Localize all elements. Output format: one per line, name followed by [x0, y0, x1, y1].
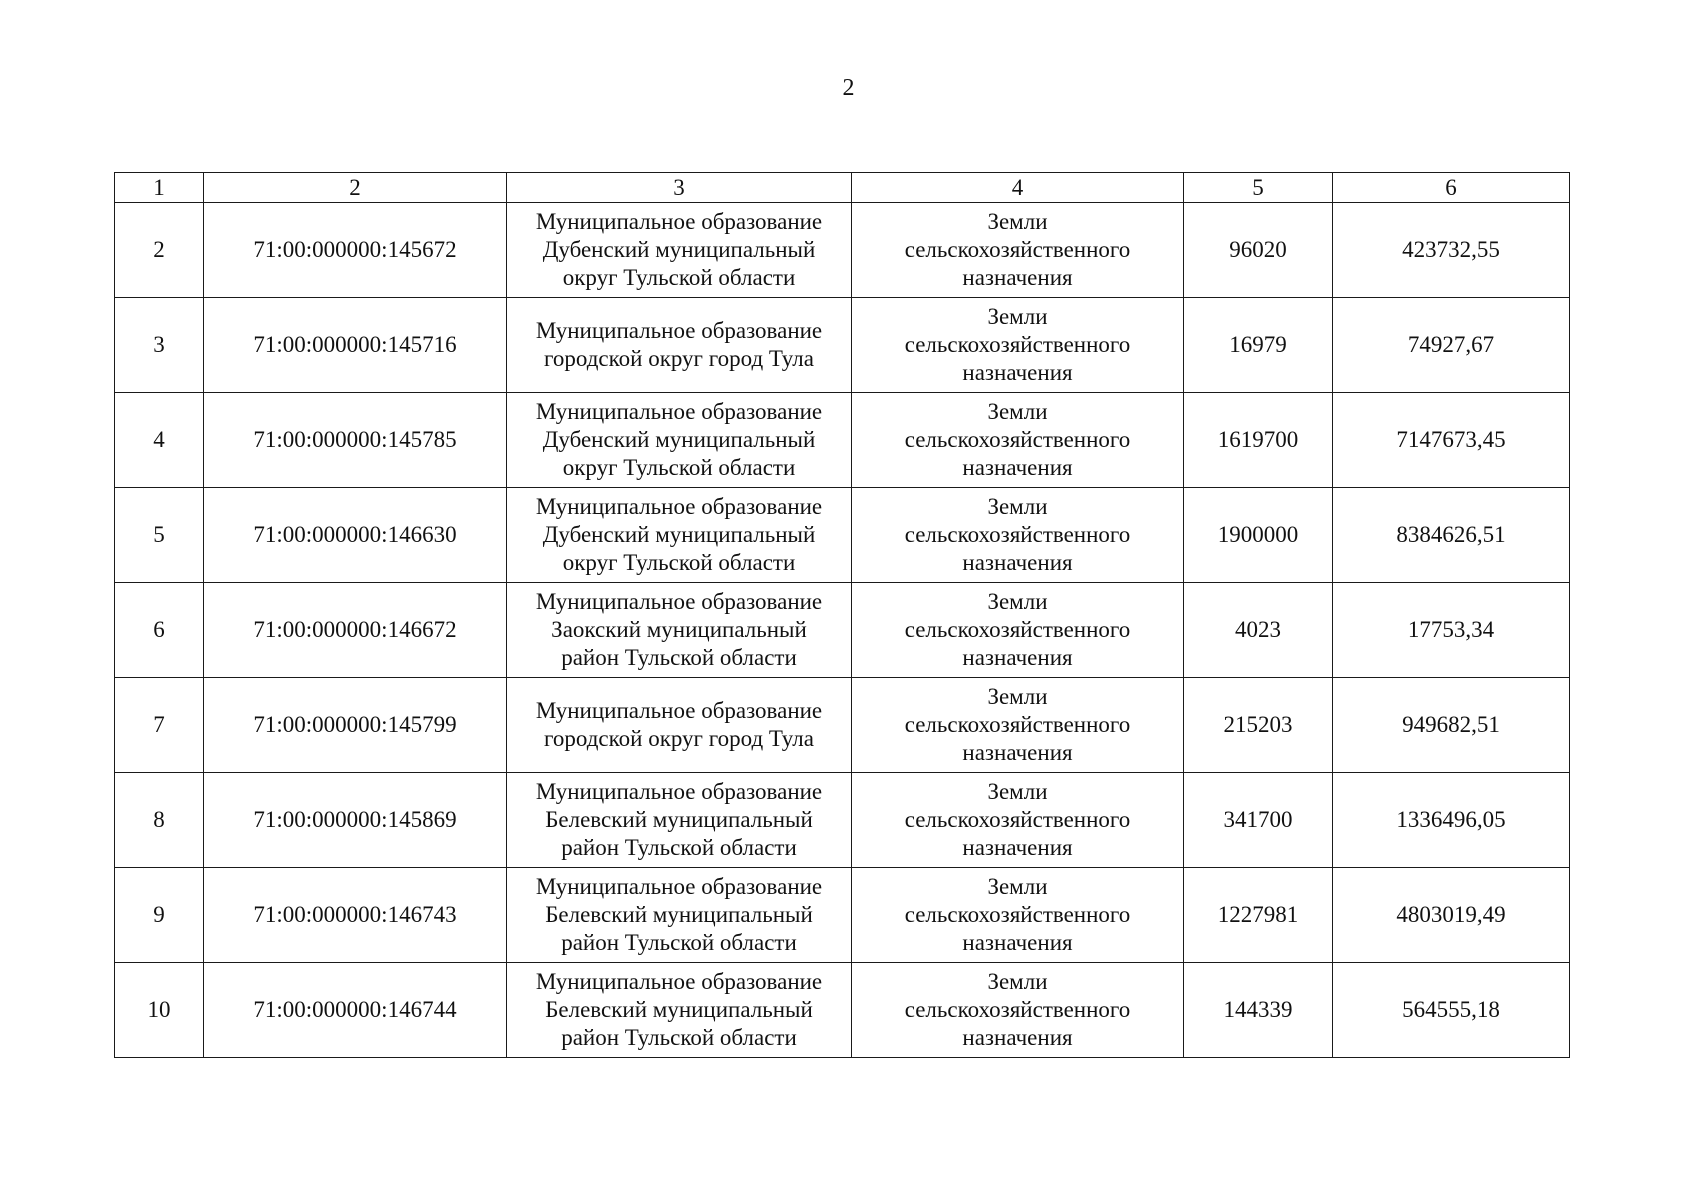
table-row	[115, 678, 1570, 773]
land-category-cell: Земли сельскохозяйственного назначения	[852, 298, 1184, 393]
land-category-cell: Земли сельскохозяйственного назначения	[852, 963, 1184, 1058]
municipality-cell: Муниципальное образование Дубенский муниципальный округ Тульской области	[507, 203, 852, 298]
area-cell: 215203	[1184, 678, 1333, 773]
value-cell: 4803019,49	[1333, 868, 1570, 963]
municipality-cell: Муниципальное образование Дубенский муниципальный округ Тульской области	[507, 488, 852, 583]
land-category-cell: Земли сельскохозяйственного назначения	[852, 583, 1184, 678]
row-number-cell: 8	[115, 773, 204, 868]
area-cell: 1619700	[1184, 393, 1333, 488]
cadastral-number-cell: 71:00:000000:145785	[204, 393, 507, 488]
table-row	[115, 203, 1570, 298]
area-cell: 96020	[1184, 203, 1333, 298]
table-row	[115, 393, 1570, 488]
cadastral-number-cell: 71:00:000000:146743	[204, 868, 507, 963]
value-cell: 7147673,45	[1333, 393, 1570, 488]
land-category-cell: Земли сельскохозяйственного назначения	[852, 868, 1184, 963]
municipality-cell: Муниципальное образование городской округ город Тула	[507, 678, 852, 773]
area-cell: 4023	[1184, 583, 1333, 678]
municipality-cell: Муниципальное образование Белевский муниципальный район Тульской области	[507, 773, 852, 868]
land-category-cell: Земли сельскохозяйственного назначения	[852, 773, 1184, 868]
area-cell: 144339	[1184, 963, 1333, 1058]
area-cell: 1227981	[1184, 868, 1333, 963]
value-cell: 8384626,51	[1333, 488, 1570, 583]
page-number: 2	[842, 75, 855, 101]
column-number-row	[115, 173, 1570, 203]
area-cell: 341700	[1184, 773, 1333, 868]
municipality-cell: Муниципальное образование Заокский муниципальный район Тульской области	[507, 583, 852, 678]
table-row	[115, 773, 1570, 868]
column-header: 3	[507, 173, 852, 203]
cadastral-number-cell: 71:00:000000:145799	[204, 678, 507, 773]
row-number-cell: 3	[115, 298, 204, 393]
value-cell: 564555,18	[1333, 963, 1570, 1058]
column-header: 2	[204, 173, 507, 203]
area-cell: 1900000	[1184, 488, 1333, 583]
table-row	[115, 868, 1570, 963]
land-category-cell: Земли сельскохозяйственного назначения	[852, 488, 1184, 583]
cadastral-number-cell: 71:00:000000:145869	[204, 773, 507, 868]
municipality-cell: Муниципальное образование Белевский муниципальный район Тульской области	[507, 868, 852, 963]
municipality-cell: Муниципальное образование Дубенский муниципальный округ Тульской области	[507, 393, 852, 488]
table-row	[115, 488, 1570, 583]
row-number-cell: 6	[115, 583, 204, 678]
column-header: 6	[1333, 173, 1570, 203]
row-number-cell: 9	[115, 868, 204, 963]
value-cell: 1336496,05	[1333, 773, 1570, 868]
row-number-cell: 4	[115, 393, 204, 488]
table-row	[115, 583, 1570, 678]
row-number-cell: 5	[115, 488, 204, 583]
area-cell: 16979	[1184, 298, 1333, 393]
value-cell: 74927,67	[1333, 298, 1570, 393]
municipality-cell: Муниципальное образование городской округ город Тула	[507, 298, 852, 393]
land-registry-table	[114, 172, 1570, 1058]
value-cell: 423732,55	[1333, 203, 1570, 298]
land-category-cell: Земли сельскохозяйственного назначения	[852, 678, 1184, 773]
column-header: 1	[115, 173, 204, 203]
cadastral-number-cell: 71:00:000000:146630	[204, 488, 507, 583]
table-row	[115, 963, 1570, 1058]
land-category-cell: Земли сельскохозяйственного назначения	[852, 203, 1184, 298]
value-cell: 949682,51	[1333, 678, 1570, 773]
row-number-cell: 7	[115, 678, 204, 773]
cadastral-number-cell: 71:00:000000:146744	[204, 963, 507, 1058]
row-number-cell: 2	[115, 203, 204, 298]
value-cell: 17753,34	[1333, 583, 1570, 678]
row-number-cell: 10	[115, 963, 204, 1058]
land-category-cell: Земли сельскохозяйственного назначения	[852, 393, 1184, 488]
table-row	[115, 298, 1570, 393]
column-header: 5	[1184, 173, 1333, 203]
municipality-cell: Муниципальное образование Белевский муниципальный район Тульской области	[507, 963, 852, 1058]
cadastral-number-cell: 71:00:000000:146672	[204, 583, 507, 678]
cadastral-number-cell: 71:00:000000:145716	[204, 298, 507, 393]
column-header: 4	[852, 173, 1184, 203]
cadastral-number-cell: 71:00:000000:145672	[204, 203, 507, 298]
